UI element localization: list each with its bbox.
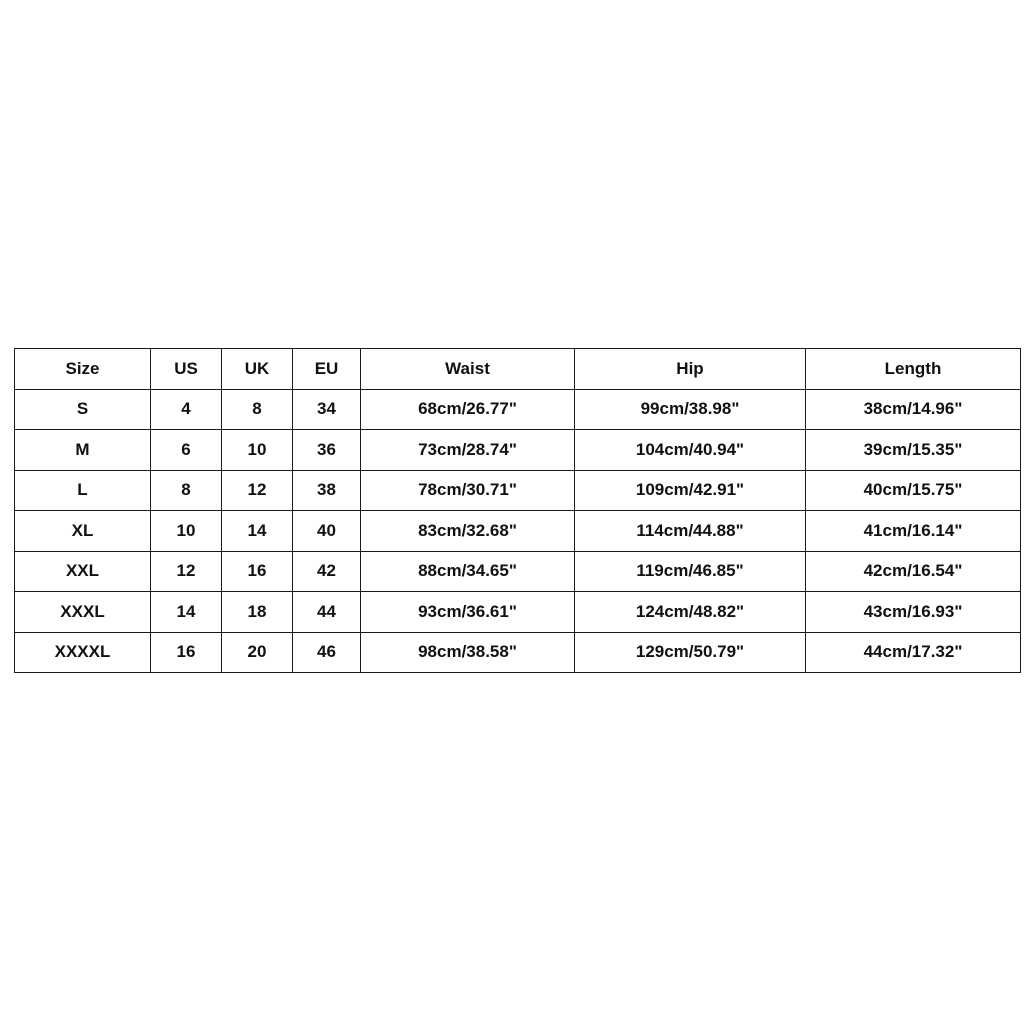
cell-size: M <box>15 430 151 471</box>
cell-waist: 83cm/32.68" <box>361 511 575 552</box>
cell-uk: 8 <box>222 389 293 430</box>
cell-eu: 36 <box>293 430 361 471</box>
header-size: Size <box>15 349 151 390</box>
table-row <box>15 470 1021 511</box>
header-uk: UK <box>222 349 293 390</box>
header-us: US <box>151 349 222 390</box>
cell-eu: 42 <box>293 551 361 592</box>
header-length: Length <box>806 349 1021 390</box>
table-row <box>15 551 1021 592</box>
cell-length: 38cm/14.96" <box>806 389 1021 430</box>
header-waist: Waist <box>361 349 575 390</box>
cell-uk: 14 <box>222 511 293 552</box>
cell-size: L <box>15 470 151 511</box>
cell-us: 8 <box>151 470 222 511</box>
table-row <box>15 389 1021 430</box>
cell-length: 40cm/15.75" <box>806 470 1021 511</box>
cell-waist: 68cm/26.77" <box>361 389 575 430</box>
cell-uk: 12 <box>222 470 293 511</box>
cell-hip: 119cm/46.85" <box>575 551 806 592</box>
table-row <box>15 430 1021 471</box>
cell-length: 39cm/15.35" <box>806 430 1021 471</box>
header-eu: EU <box>293 349 361 390</box>
cell-waist: 78cm/30.71" <box>361 470 575 511</box>
cell-us: 4 <box>151 389 222 430</box>
cell-waist: 93cm/36.61" <box>361 592 575 633</box>
cell-size: XL <box>15 511 151 552</box>
cell-waist: 73cm/28.74" <box>361 430 575 471</box>
cell-uk: 18 <box>222 592 293 633</box>
cell-us: 16 <box>151 632 222 673</box>
cell-length: 41cm/16.14" <box>806 511 1021 552</box>
cell-eu: 44 <box>293 592 361 633</box>
table-row <box>15 592 1021 633</box>
cell-waist: 98cm/38.58" <box>361 632 575 673</box>
cell-waist: 88cm/34.65" <box>361 551 575 592</box>
size-chart-body <box>15 389 1021 673</box>
cell-us: 14 <box>151 592 222 633</box>
table-row <box>15 511 1021 552</box>
cell-us: 6 <box>151 430 222 471</box>
cell-us: 10 <box>151 511 222 552</box>
cell-hip: 114cm/44.88" <box>575 511 806 552</box>
cell-length: 43cm/16.93" <box>806 592 1021 633</box>
cell-eu: 38 <box>293 470 361 511</box>
cell-uk: 10 <box>222 430 293 471</box>
cell-length: 44cm/17.32" <box>806 632 1021 673</box>
cell-uk: 16 <box>222 551 293 592</box>
cell-hip: 129cm/50.79" <box>575 632 806 673</box>
cell-uk: 20 <box>222 632 293 673</box>
cell-hip: 109cm/42.91" <box>575 470 806 511</box>
cell-eu: 40 <box>293 511 361 552</box>
cell-size: XXL <box>15 551 151 592</box>
cell-hip: 124cm/48.82" <box>575 592 806 633</box>
cell-eu: 34 <box>293 389 361 430</box>
cell-size: S <box>15 389 151 430</box>
cell-length: 42cm/16.54" <box>806 551 1021 592</box>
cell-hip: 99cm/38.98" <box>575 389 806 430</box>
table-row <box>15 632 1021 673</box>
cell-us: 12 <box>151 551 222 592</box>
cell-size: XXXL <box>15 592 151 633</box>
cell-hip: 104cm/40.94" <box>575 430 806 471</box>
header-hip: Hip <box>575 349 806 390</box>
cell-size: XXXXL <box>15 632 151 673</box>
size-chart-header <box>15 349 1021 390</box>
cell-eu: 46 <box>293 632 361 673</box>
header-row <box>15 349 1021 390</box>
size-chart-table <box>14 348 1021 673</box>
